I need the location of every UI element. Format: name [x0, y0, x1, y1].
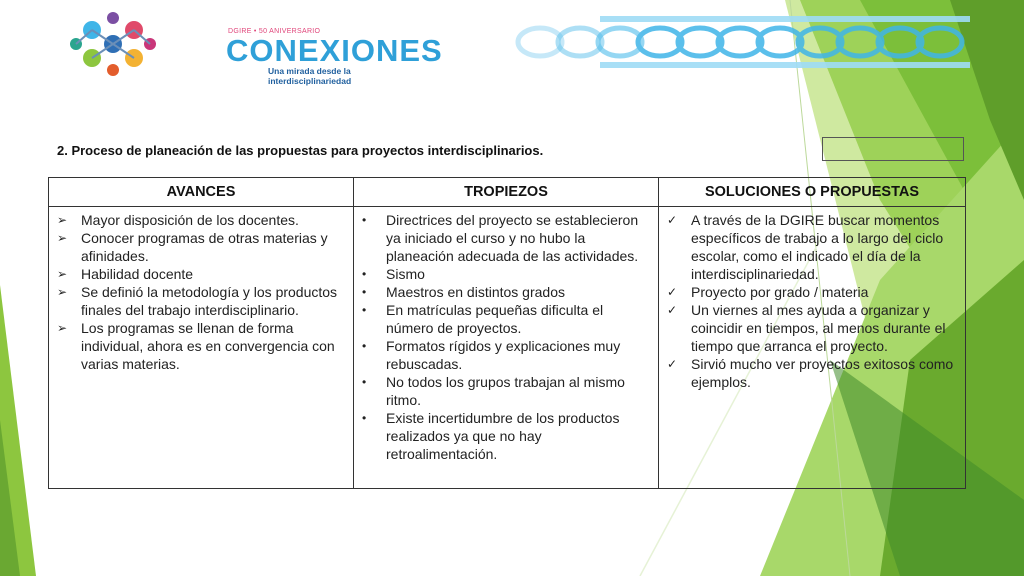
list-item: ✓ Sirvió mucho ver proyectos exitosos como ejemplos.: [667, 356, 954, 390]
list-item: ✓ Proyecto por grado / materia: [667, 284, 869, 300]
checkmark-bullet-icon: ✓: [667, 285, 678, 299]
list-item: ✓ Un viernes al mes ayuda a organizar y coincidir en tiempos, al menos durante el tiempo que arranca el proyecto.: [667, 302, 946, 354]
header-soluciones: SOLUCIONES O PROPUESTAS: [659, 178, 966, 207]
dot-bullet-icon: •: [362, 303, 367, 317]
list-item: ➢ Conocer programas de otras materias y afinidades.: [57, 230, 328, 264]
list-item: ➢ Habilidad docente: [57, 266, 194, 282]
tropiezos-cell: [354, 207, 659, 489]
soluciones-list: [667, 211, 959, 391]
arrow-bullet-icon: ➢: [57, 267, 68, 281]
arrow-bullet-icon: ➢: [57, 285, 68, 299]
list-item: ➢ Se definió la metodología y los productos finales del trabajo interdisciplinario.: [57, 284, 338, 318]
dot-bullet-icon: •: [362, 339, 367, 353]
list-item: • Maestros en distintos grados: [362, 284, 565, 300]
list-item: • No todos los grupos trabajan al mismo ritmo.: [362, 374, 625, 408]
planning-table: [48, 177, 966, 489]
dot-bullet-icon: •: [362, 267, 367, 281]
logo-title: CONEXIONES: [226, 33, 443, 68]
table-header-row: [49, 178, 966, 207]
list-item: • Directrices del proyecto se establecieron ya iniciado el curso y no hubo la planeación adecuada de las actividades.: [362, 212, 639, 264]
logo-kicker: DGIRE • 50 ANIVERSARIO: [228, 28, 321, 35]
conexiones-logo: [68, 8, 443, 86]
list-item: • Sismo: [362, 266, 425, 282]
arrow-bullet-icon: ➢: [57, 231, 68, 245]
logo-emblem-icon: [68, 8, 158, 80]
list-item: ➢ Los programas se llenan de forma individual, ahora es en convergencia con varias materias.: [57, 320, 335, 372]
dot-bullet-icon: •: [362, 411, 367, 425]
dot-bullet-icon: •: [362, 285, 367, 299]
checkmark-bullet-icon: ✓: [667, 303, 678, 317]
header-avances: AVANCES: [49, 178, 354, 207]
list-item: • En matrículas pequeñas dificulta el número de proyectos.: [362, 302, 604, 336]
checkmark-bullet-icon: ✓: [667, 213, 678, 227]
list-item: ✓ A través de la DGIRE buscar momentos específicos de trabajo a lo largo del ciclo escolar, como el indicado el día de la interdisciplinariedad.: [667, 212, 944, 282]
tropiezos-list: [362, 211, 652, 463]
avances-cell: [49, 207, 354, 489]
table-row: [49, 207, 966, 489]
header-tropiezos: TROPIEZOS: [354, 178, 659, 207]
checkmark-bullet-icon: ✓: [667, 357, 678, 371]
decorative-frame: [822, 137, 964, 161]
list-item: • Formatos rígidos y explicaciones muy rebuscadas.: [362, 338, 621, 372]
avances-list: [57, 211, 347, 373]
soluciones-cell: [659, 207, 966, 489]
logo-tagline: Una mirada desde la interdisciplinariedad: [268, 66, 352, 86]
section-title: 2. Proceso de planeación de las propuestas para proyectos interdisciplinarios.: [57, 143, 544, 158]
list-item: ➢ Mayor disposición de los docentes.: [57, 212, 299, 228]
arrow-bullet-icon: ➢: [57, 213, 68, 227]
dot-bullet-icon: •: [362, 213, 367, 227]
dot-bullet-icon: •: [362, 375, 367, 389]
arrow-bullet-icon: ➢: [57, 321, 68, 335]
list-item: • Existe incertidumbre de los productos realizados ya que no hay retroalimentación.: [362, 410, 620, 462]
